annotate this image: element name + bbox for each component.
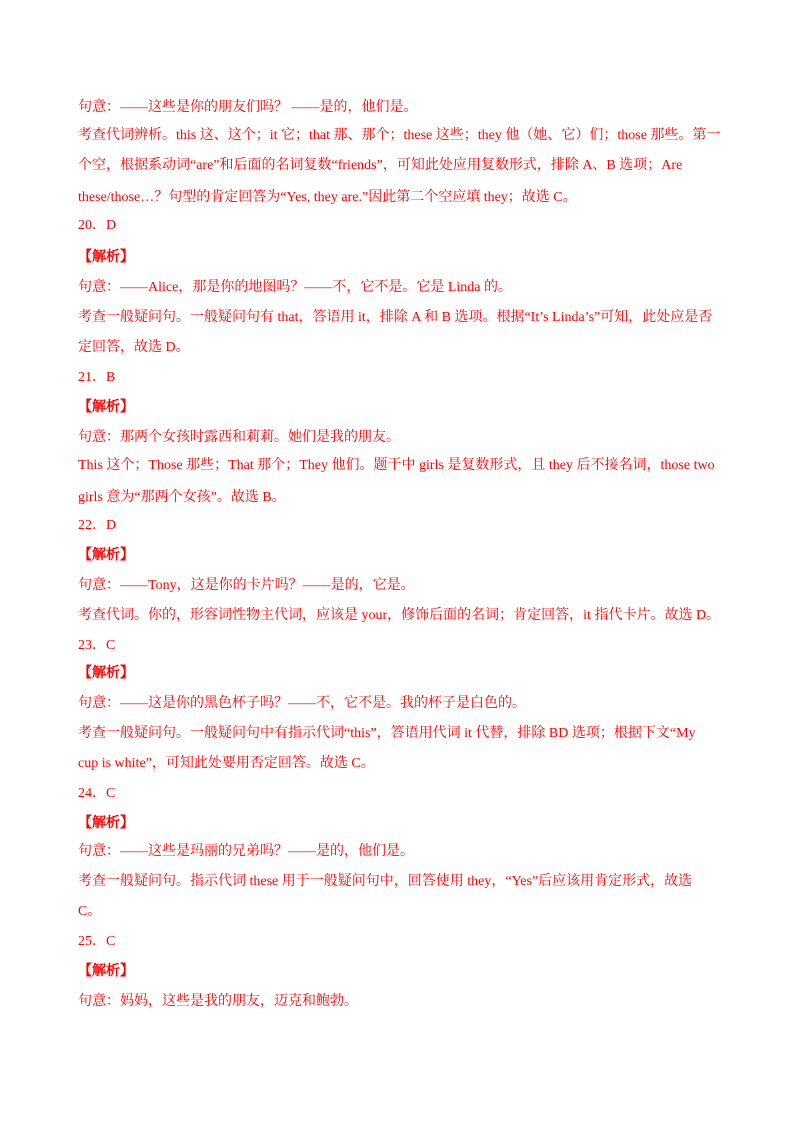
text-line: 考查一般疑问句。一般疑问句有 that，答语用 it，排除 A 和 B 选项。根据“It’s Linda’s”可知，此处应是否 bbox=[78, 310, 713, 325]
text-line: 句意：——这些是你的朋友们吗？ ——是的，他们是。 bbox=[78, 100, 418, 115]
text-line: 句意：妈妈，这些是我的朋友，迈克和鲍勃。 bbox=[78, 994, 358, 1009]
analysis-heading: 【解析】 bbox=[78, 666, 134, 681]
answer-number: 20．D bbox=[78, 218, 117, 233]
text-line: cup is white”，可知此处要用否定回答。故选 C。 bbox=[78, 756, 375, 771]
answer-number: 23．C bbox=[78, 638, 116, 653]
text-line: 考查一般疑问句。一般疑问句中有指示代词“this”，答语用代词 it 代替，排除 BD 选项；根据下文“My bbox=[78, 726, 696, 741]
text-line: 考查一般疑问句。指示代词 these 用于一般疑问句中，回答使用 they，“Yes”后应该用肯定形式，故选 bbox=[78, 874, 693, 889]
analysis-heading: 【解析】 bbox=[78, 400, 134, 415]
text-line: 个空，根据系动词“are”和后面的名词复数“friends”，可知此处应用复数形式，排除 A、B 选项；Are bbox=[78, 158, 683, 173]
text-line: 定回答，故选 D。 bbox=[78, 340, 190, 355]
text-line: 句意：那两个女孩时露西和莉莉。她们是我的朋友。 bbox=[78, 430, 400, 445]
answer-number: 24．C bbox=[78, 786, 116, 801]
text-line: girls 意为“那两个女孩”。故选 B。 bbox=[78, 490, 286, 505]
answer-number: 22．D bbox=[78, 518, 117, 533]
analysis-heading: 【解析】 bbox=[78, 548, 134, 563]
answer-number: 21．B bbox=[78, 370, 116, 385]
answer-number: 25．C bbox=[78, 934, 116, 949]
analysis-heading: 【解析】 bbox=[78, 816, 134, 831]
analysis-heading: 【解析】 bbox=[78, 964, 134, 979]
text-line: these/those…？句型的肯定回答为“Yes, they are.”因此第二个空应填 they；故选 C。 bbox=[78, 190, 577, 205]
text-line: 考查代词辨析。this 这、这个；it 它；that 那、那个；these 这些；they 他（她、它）们；those 那些。第一 bbox=[78, 128, 721, 143]
text-line: 句意：——这些是玛丽的兄弟吗？——是的，他们是。 bbox=[78, 844, 414, 859]
text-line: C。 bbox=[78, 904, 102, 919]
analysis-heading: 【解析】 bbox=[78, 250, 134, 265]
text-line: 句意：——Tony，这是你的卡片吗？——是的，它是。 bbox=[78, 578, 415, 593]
text-line: 句意：——这是你的黑色杯子吗？——不，它不是。我的杯子是白色的。 bbox=[78, 696, 526, 711]
text-line: This 这个；Those 那些；That 那个；They 他们。题干中 girls 是复数形式，且 they 后不接名词，those two bbox=[78, 458, 715, 473]
text-line: 考查代词。你的，形容词性物主代词，应该是 your，修饰后面的名词；肯定回答，it 指代卡片。故选 D。 bbox=[78, 608, 721, 623]
text-line: 句意：——Alice，那是你的地图吗？——不，它不是。它是 Linda 的。 bbox=[78, 280, 512, 295]
